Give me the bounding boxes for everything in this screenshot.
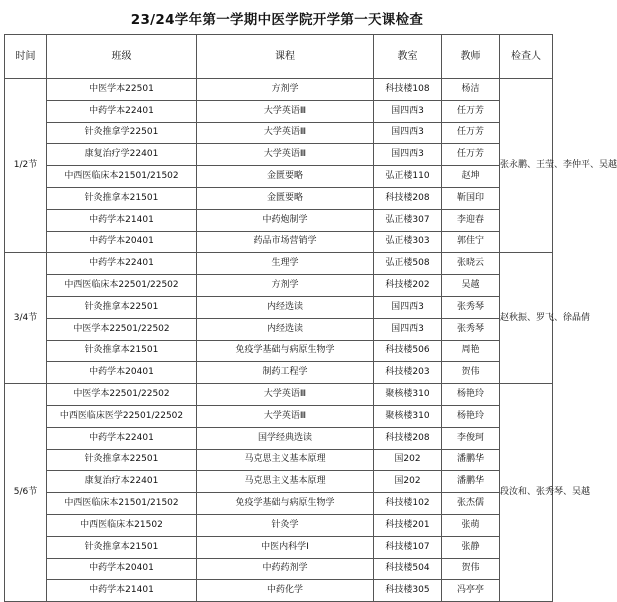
teacher-cell: 张秀琴 bbox=[442, 296, 500, 318]
table-row bbox=[5, 231, 553, 253]
class-cell: 中西医临床本21502 bbox=[47, 514, 197, 536]
room-cell: 国四西3 bbox=[374, 296, 442, 318]
table-row bbox=[5, 275, 553, 297]
room-cell: 国四西3 bbox=[374, 122, 442, 144]
table-row bbox=[5, 580, 553, 602]
room-cell: 科技楼203 bbox=[374, 362, 442, 384]
room-cell: 国202 bbox=[374, 449, 442, 471]
class-cell: 中药学本21401 bbox=[47, 209, 197, 231]
teacher-cell: 潘鹏华 bbox=[442, 471, 500, 493]
teacher-cell: 张杰儒 bbox=[442, 493, 500, 515]
inspector-cell: 张永鹏、王莹、李仲平、吴越 bbox=[500, 79, 553, 253]
course-cell: 中药药剂学 bbox=[197, 558, 374, 580]
class-cell: 中医学本22501/22502 bbox=[47, 318, 197, 340]
room-cell: 科技楼108 bbox=[374, 79, 442, 101]
teacher-cell: 任万芳 bbox=[442, 122, 500, 144]
table-row bbox=[5, 296, 553, 318]
table-row bbox=[5, 514, 553, 536]
room-cell: 聚核楼310 bbox=[374, 405, 442, 427]
teacher-cell: 杨艳玲 bbox=[442, 405, 500, 427]
course-cell: 大学英语Ⅲ bbox=[197, 144, 374, 166]
class-cell: 中西医临床本21501/21502 bbox=[47, 493, 197, 515]
teacher-cell: 李迎春 bbox=[442, 209, 500, 231]
course-cell: 金匮要略 bbox=[197, 187, 374, 209]
course-cell: 针灸学 bbox=[197, 514, 374, 536]
course-cell: 中药化学 bbox=[197, 580, 374, 602]
table-row bbox=[5, 471, 553, 493]
table-row bbox=[5, 427, 553, 449]
teacher-cell: 吴越 bbox=[442, 275, 500, 297]
class-cell: 中西医临床本22501/22502 bbox=[47, 275, 197, 297]
room-cell: 科技楼504 bbox=[374, 558, 442, 580]
course-cell: 制药工程学 bbox=[197, 362, 374, 384]
teacher-cell: 杨艳玲 bbox=[442, 384, 500, 406]
class-cell: 中西医临床医学22501/22502 bbox=[47, 405, 197, 427]
room-cell: 国四西3 bbox=[374, 318, 442, 340]
table-row bbox=[5, 449, 553, 471]
header-teacher: 教师 bbox=[442, 35, 500, 79]
class-cell: 针灸推拿本21501 bbox=[47, 340, 197, 362]
class-cell: 中药学本22401 bbox=[47, 253, 197, 275]
class-cell: 针灸推拿学22501 bbox=[47, 122, 197, 144]
inspector-cell: 段汝和、张秀琴、吴越 bbox=[500, 384, 553, 602]
teacher-cell: 周艳 bbox=[442, 340, 500, 362]
teacher-cell: 赵坤 bbox=[442, 166, 500, 188]
teacher-cell: 贺伟 bbox=[442, 362, 500, 384]
course-cell: 免疫学基础与病原生物学 bbox=[197, 340, 374, 362]
class-cell: 中药学本20401 bbox=[47, 362, 197, 384]
course-cell: 中药炮制学 bbox=[197, 209, 374, 231]
class-cell: 康复治疗学22401 bbox=[47, 144, 197, 166]
table-row bbox=[5, 536, 553, 558]
teacher-cell: 张萌 bbox=[442, 514, 500, 536]
course-cell: 内经选读 bbox=[197, 318, 374, 340]
header-class: 班级 bbox=[47, 35, 197, 79]
course-cell: 药品市场营销学 bbox=[197, 231, 374, 253]
room-cell: 科技楼202 bbox=[374, 275, 442, 297]
table-row bbox=[5, 318, 553, 340]
room-cell: 国四西3 bbox=[374, 100, 442, 122]
room-cell: 科技楼201 bbox=[374, 514, 442, 536]
course-cell: 大学英语Ⅲ bbox=[197, 122, 374, 144]
class-cell: 中药学本22401 bbox=[47, 427, 197, 449]
inspector-cell: 赵秋振、罗飞、徐晶倩 bbox=[500, 253, 553, 384]
course-cell: 方剂学 bbox=[197, 275, 374, 297]
header-time: 时间 bbox=[5, 35, 47, 79]
teacher-cell: 任万芳 bbox=[442, 144, 500, 166]
room-cell: 弘正楼110 bbox=[374, 166, 442, 188]
teacher-cell: 任万芳 bbox=[442, 100, 500, 122]
teacher-cell: 贺伟 bbox=[442, 558, 500, 580]
header-course: 课程 bbox=[197, 35, 374, 79]
course-cell: 中医内科学Ⅰ bbox=[197, 536, 374, 558]
teacher-cell: 杨洁 bbox=[442, 79, 500, 101]
teacher-cell: 张秀琴 bbox=[442, 318, 500, 340]
room-cell: 科技楼208 bbox=[374, 187, 442, 209]
teacher-cell: 张静 bbox=[442, 536, 500, 558]
course-cell: 大学英语Ⅲ bbox=[197, 384, 374, 406]
table-row bbox=[5, 166, 553, 188]
class-cell: 中医学本22501/22502 bbox=[47, 384, 197, 406]
class-cell: 针灸推拿本21501 bbox=[47, 536, 197, 558]
course-cell: 方剂学 bbox=[197, 79, 374, 101]
teacher-cell: 郭佳宁 bbox=[442, 231, 500, 253]
class-cell: 针灸推拿本21501 bbox=[47, 187, 197, 209]
table-row bbox=[5, 493, 553, 515]
course-cell: 马克思主义基本原理 bbox=[197, 449, 374, 471]
class-cell: 中药学本20401 bbox=[47, 558, 197, 580]
teacher-cell: 冯亭亭 bbox=[442, 580, 500, 602]
table-row bbox=[5, 122, 553, 144]
teacher-cell: 李俊珂 bbox=[442, 427, 500, 449]
room-cell: 国四西3 bbox=[374, 144, 442, 166]
course-cell: 大学英语Ⅲ bbox=[197, 100, 374, 122]
header-inspector: 检查人 bbox=[500, 35, 553, 79]
room-cell: 弘正楼307 bbox=[374, 209, 442, 231]
table-row bbox=[5, 384, 553, 406]
course-cell: 大学英语Ⅲ bbox=[197, 405, 374, 427]
room-cell: 弘正楼303 bbox=[374, 231, 442, 253]
teacher-cell: 张晓云 bbox=[442, 253, 500, 275]
course-cell: 免疫学基础与病原生物学 bbox=[197, 493, 374, 515]
course-cell: 金匮要略 bbox=[197, 166, 374, 188]
table-row bbox=[5, 340, 553, 362]
table-row bbox=[5, 79, 553, 101]
room-cell: 弘正楼508 bbox=[374, 253, 442, 275]
room-cell: 科技楼305 bbox=[374, 580, 442, 602]
teacher-cell: 靳国印 bbox=[442, 187, 500, 209]
period-cell: 5/6节 bbox=[5, 384, 47, 602]
room-cell: 科技楼102 bbox=[374, 493, 442, 515]
room-cell: 科技楼208 bbox=[374, 427, 442, 449]
table-row bbox=[5, 253, 553, 275]
class-cell: 中药学本22401 bbox=[47, 100, 197, 122]
table-row bbox=[5, 209, 553, 231]
schedule-table bbox=[4, 34, 617, 602]
header-room: 教室 bbox=[374, 35, 442, 79]
table-row bbox=[5, 100, 553, 122]
class-cell: 中药学本21401 bbox=[47, 580, 197, 602]
table-body bbox=[5, 79, 617, 602]
course-cell: 马克思主义基本原理 bbox=[197, 471, 374, 493]
document-title: 23/24学年第一学期中医学院开学第一天课检查 bbox=[130, 12, 424, 28]
room-cell: 科技楼506 bbox=[374, 340, 442, 362]
period-cell: 1/2节 bbox=[5, 79, 47, 253]
table-row bbox=[5, 405, 553, 427]
table-row bbox=[5, 558, 553, 580]
class-cell: 中医学本22501 bbox=[47, 79, 197, 101]
teacher-cell: 潘鹏华 bbox=[442, 449, 500, 471]
class-cell: 针灸推拿本22501 bbox=[47, 449, 197, 471]
header-row bbox=[5, 35, 553, 79]
table-row bbox=[5, 362, 553, 384]
class-cell: 中药学本20401 bbox=[47, 231, 197, 253]
class-cell: 针灸推拿本22501 bbox=[47, 296, 197, 318]
table-row bbox=[5, 144, 553, 166]
period-cell: 3/4节 bbox=[5, 253, 47, 384]
table-row bbox=[5, 187, 553, 209]
course-cell: 生理学 bbox=[197, 253, 374, 275]
room-cell: 聚核楼310 bbox=[374, 384, 442, 406]
course-cell: 国学经典选读 bbox=[197, 427, 374, 449]
room-cell: 国202 bbox=[374, 471, 442, 493]
room-cell: 科技楼107 bbox=[374, 536, 442, 558]
class-cell: 康复治疗本22401 bbox=[47, 471, 197, 493]
class-cell: 中西医临床本21501/21502 bbox=[47, 166, 197, 188]
course-cell: 内经选读 bbox=[197, 296, 374, 318]
